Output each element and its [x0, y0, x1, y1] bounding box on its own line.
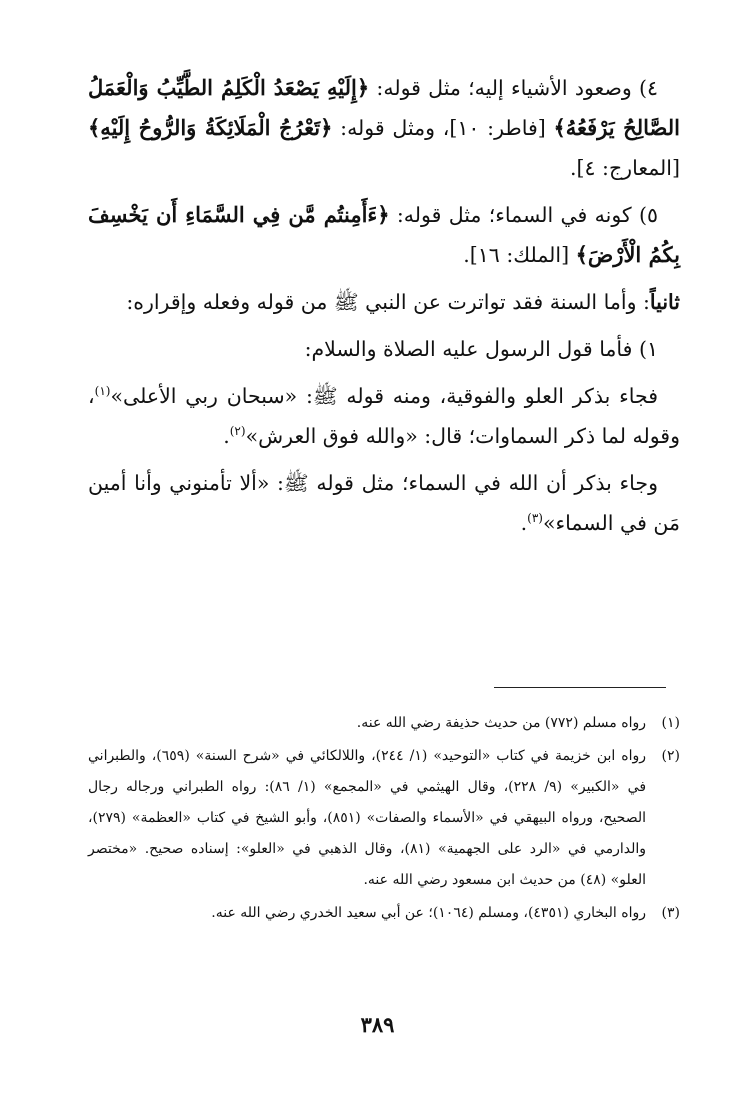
paragraph-ascension-lead: ٤) وصعود الأشياء إليه؛ مثل قوله: [369, 76, 659, 100]
citation-fatir: [فاطر: ١٠]، ومثل قوله: [332, 116, 554, 140]
footnote-item [88, 741, 680, 896]
citation-mulk: [الملك: ١٦]. [463, 243, 576, 267]
footnote-ref-2: (٢) [229, 424, 246, 439]
footnote-number: (٣) [661, 905, 680, 921]
highness-text-1: فجاء بذكر العلو والفوقية، ومنه قوله ﷺ: «سبحان ربي الأعلى» [110, 384, 658, 408]
footnote-text: رواه البخاري (٤٣٥١)، ومسلم (١٠٦٤)؛ عن أبي سعيد الخدري رضي الله عنه. [211, 905, 646, 921]
footnote-ref-3: (٣) [527, 511, 543, 526]
footnote-divider [494, 687, 666, 688]
paragraph-in-heaven [88, 195, 680, 275]
highness-text-3: . [223, 424, 230, 448]
footnote-item [88, 708, 680, 739]
footnote-number: (١) [661, 715, 680, 731]
paragraph-highness [88, 376, 680, 456]
paragraph-ascension [88, 68, 680, 188]
quran-verse-fatir: ﴿إِلَيْهِ يَصْعَدُ الْكَلِمُ الطَّيِّبُ وَالْعَمَلُ الصَّالِحُ يَرْفَعُهُ﴾ [88, 75, 680, 140]
paragraph-prophet-saying [88, 329, 680, 369]
in-sky-text-1: وجاء بذكر أن الله في السماء؛ مثل قوله ﷺ: «ألا تأمنوني وأنا أمين مَن في السماء» [88, 471, 680, 535]
footnote-number: (٢) [661, 748, 680, 764]
quran-verse-mulk: ﴿ءَأَمِنتُم مَّن فِي السَّمَاءِ أَن يَخْسِفَ بِكُمُ الْأَرْضَ﴾ [88, 202, 680, 267]
footnote-text: رواه ابن خزيمة في كتاب «التوحيد» (١/ ٢٤٤)، واللالكائي في «شرح السنة» (٦٥٩)، والطبراني في «الكبير» (٩/ ٢٢٨)، وقال الهيثمي في «المجمع» (١/ ٨٦): رواه الطبراني ورجاله رجال الصحيح، ورواه البيهقي في «الأسماء والصفات» (٨٥١)، وأبو الشيخ في كتاب «العظمة» (٢٧٩)، والدارمي في «الرد على الجهمية» (٨١)، وقال الذهبي في «العلو»: إسناده صحيح. «مختصر العلو» (٤٨) من حديث ابن مسعود رضي الله عنه. [88, 748, 647, 888]
secondly-heading: ثانياً [649, 290, 680, 314]
footnote-ref-1: (١) [94, 384, 111, 399]
paragraph-sunnah [88, 282, 680, 322]
highness-text-2: ، وقوله لما ذكر السماوات؛ قال: «والله فوق العرش» [88, 384, 680, 448]
paragraph-sunnah-text: : وأما السنة فقد تواترت عن النبي ﷺ من قوله وفعله وإقراره: [126, 290, 650, 314]
in-sky-text-2: . [520, 511, 528, 535]
footnotes [88, 708, 680, 931]
page-number: ٣٨٩ [360, 1012, 395, 1037]
footnote-text: رواه مسلم (٧٧٢) من حديث حذيفة رضي الله عنه. [356, 715, 646, 731]
paragraph-in-heaven-lead: ٥) كونه في السماء؛ مثل قوله: [389, 203, 658, 227]
quran-verse-maarij: ﴿تَعْرُجُ الْمَلَائِكَةُ وَالرُّوحُ إِلَيْهِ﴾ [88, 115, 333, 140]
paragraph-prophet-saying-text: ١) فأما قول الرسول عليه الصلاة والسلام: [304, 337, 658, 361]
paragraph-in-sky [88, 463, 680, 543]
main-text [88, 68, 680, 550]
footnote-item [88, 898, 680, 929]
citation-maarij: [المعارج: ٤]. [569, 156, 680, 180]
